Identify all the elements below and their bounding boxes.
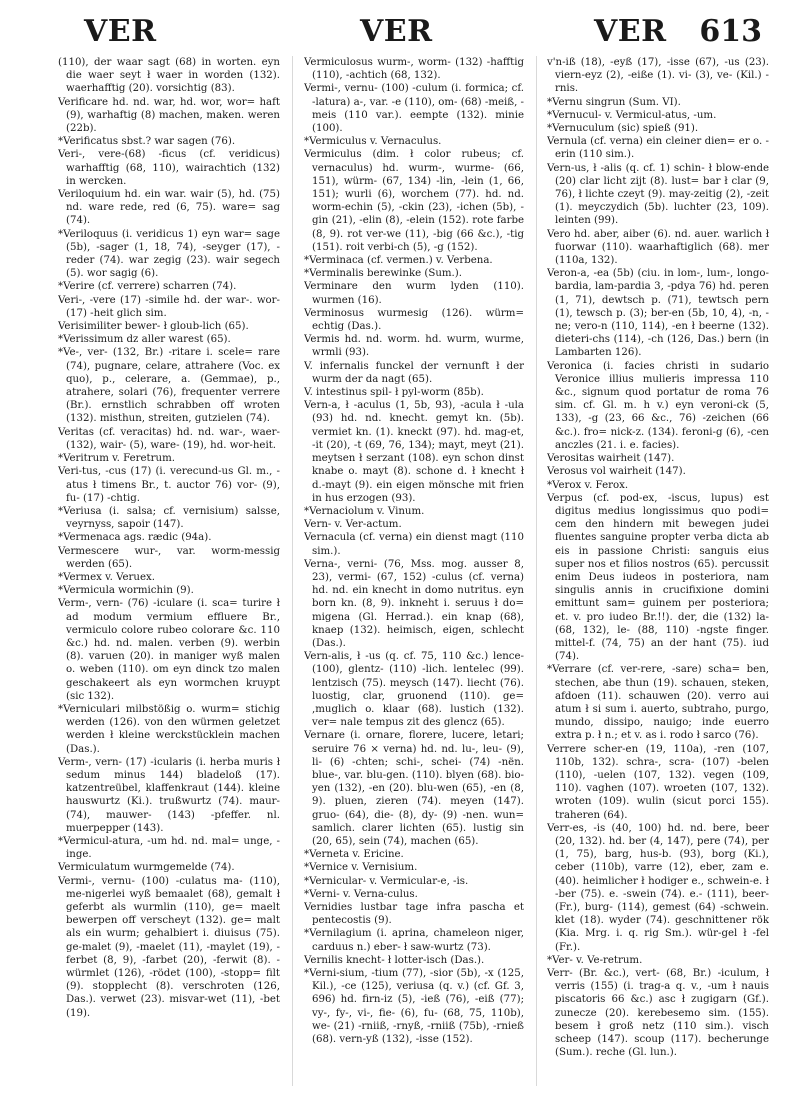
dictionary-entry: *Veriusa (i. salsa; cf. vernisium) salsse, veyrnyss, sapoir (147).	[58, 505, 280, 531]
dictionary-entry: Vern-a, ł -aculus (1, 5b, 93), -acula ł -ula (93) hd. nd. knecht. gemyt kn. (5b). vermiet kn. (1). kneckt (97). hd. mag-et, -it (20), -t (69, 76, 134); mayt, meyt (21). meytsen ł serzant (108). eyn schon dinst knabe o. mayt (8). schone d. ł knecht ł d.-mayt (9). ein eigen mönsche mit frien in hus erzogen (93).	[304, 400, 524, 504]
dictionary-entry: *Vernice v. Vernisium.	[304, 862, 418, 874]
dictionary-entry: *Vernilagium (i. aprina, chameleon niger, carduus n.) eber- ł saw-wurtz (73).	[304, 928, 524, 953]
dictionary-entry: *Vernaciolum v. Vinum.	[304, 505, 425, 517]
dictionary-entry: Veriloquium hd. ein war. wair (5), hd. (75) nd. ware rede, red (6, 75). ware= sag (74).	[58, 189, 280, 227]
dictionary-entry: Verrere scher-en (19, 110a), -ren (107, 110b, 132). schra-, scra- (107) -belen (110), -uelen (107, 132). vegen (109, 110). vaghen (107). wroeten (107, 132). wroten (109). wulin (sicut porci 155). traheren (64).	[547, 743, 769, 821]
dictionary-entry: Verminosus wurmesig (126). würm= echtig (Das.).	[304, 307, 524, 333]
dictionary-entry: Verisimiliter bewer- ł gloub-lich (65).	[58, 321, 249, 333]
dictionary-entry: Verr-es, -is (40, 100) hd. nd. bere, beer (20, 132). hd. ber (4, 147), pere (74), per (1, 75), barg, hus-b. (93), borg (Ki.), ceber (110b), varre (12), eber, zam e. (40). heimlicher ł hodiger e., schwein-e. ł -ber (75). e. -swein (74). e.- (111), beer- (Fr.), burg- (114), gemest (64) -schwein. klet (18). wyder (74). geschnittener rök (Kia. Mrg. i. q. rig Sm.). wür-gel ł -fel (Fr.).	[547, 822, 769, 953]
dictionary-entry: *Verificatus sbst.? war sagen (76).	[58, 136, 236, 148]
dictionary-entry: Vernare (i. ornare, florere, lucere, letari; seruire 76 × verna) hd. nd. lu-, leu- (9), li- (6) -chten; schi-, schei- (74) -nën. blue-, var. blu-gen. (110). blyen (68). bio-yen (132), -en (20). blu-wen (65), -en (8, 9). pluen, zieren (74). meyen (147). gruo- (64), die- (8), dy- (9) -nen. wun= samlich. clarer lichten (65). lustig sin (20, 65), sein (74), machen (65).	[304, 730, 524, 847]
dictionary-entry: Vermis hd. nd. worm. hd. wurm, wurme, wrmli (93).	[304, 334, 524, 359]
dictionary-entry: *Vernicular- v. Vermicular-e, -is.	[304, 875, 469, 887]
dictionary-entry: *Verissimum dz aller warest (65).	[58, 334, 231, 346]
page-header	[66, 14, 762, 49]
dictionary-entry: Veritas (cf. veracitas) hd. nd. war-, waer- (132), wair- (5), ware- (19), hd. wor-heit.	[58, 426, 280, 451]
dictionary-entry: *Verniculari milbstößig o. wurm= stichig werden (126). von den würmen geletzet werden ł kleine werckstücklein machen (Das.).	[58, 703, 280, 755]
dictionary-entry: *Verminalis berewinke (Sum.).	[304, 268, 463, 280]
dictionary-entry: *Verox v. Ferox.	[547, 479, 629, 491]
dictionary-entry: Verm-, vern- (76) -iculare (i. sca= turire ł ad modum vermium effluere Br., vermiculo colore rubeo colorare &c. 110 &c.) hd. nd. malen. verben (9). werbin (8). varuen (20). in maniger wyß malen o. weben (110). om eyn dinck tzo malen geschakeert als eyn wormchen kruypt (sic 132).	[58, 598, 280, 702]
dictionary-entry: *Verire (cf. verrere) scharren (74).	[58, 281, 237, 293]
dictionary-entry: Vermiculus (dim. ł color rubeus; cf. vernaculus) hd. wurm-, wurme- (66, 151), würm- (67, 134) -lin, -lein (1, 66, 151); wurli (6), worchem (77). hd. nd. worm-echin (5), -ckin (23), -ichen (5b), -gin (21), -elin (8), -elein (152). rote farbe (8, 9). rot ver-we (11), -big (66 &c.), -tig (151). roit verbi-ch (5), -g (152).	[304, 149, 524, 253]
dictionary-entry: Verpus (cf. pod-ex, -iscus, lupus) est digitus medius longissimus quo podi= cem den hindern mit bewegen judei fluentes sanguine propter verba dicta ab eis in passione Christi: sanguis eius super nos et filios nostros (65). percussit enim Deus iudeos in posteriora, nam singulis annis in crucifixione domini emittunt sam= guinem per posteriora; et. v. pro iudeo Br.!!). der, die (132) la- (68, 132), le- (88, 110) -ngste finger. mittel-f. (74, 75) an der hant (75). iud (74).	[547, 492, 769, 663]
dictionary-entry: Verosus vol wairheit (147).	[547, 466, 686, 478]
dictionary-entry: Vermi-, vernu- (100) -culum (i. formica; cf. -latura) a-, var. -e (110), om- (68) -meiß, -meis (110 var.). eempte (132). minie (100).	[304, 83, 524, 135]
dictionary-entry: Vernacula (cf. verna) ein dienst magt (110 sim.).	[304, 532, 524, 557]
column-divider	[536, 56, 537, 1086]
dictionary-entry: Vern- v. Ver-actum.	[304, 519, 402, 531]
dictionary-entry: *Veriloquus (i. veridicus 1) eyn war= sage (5b), -sager (1, 18, 74), -seyger (17), -reder (74). war zegig (23). wair segech (5). wor sagig (6).	[58, 228, 280, 280]
dictionary-entry: Veri-tus, -cus (17) (i. verecund-us Gl. m., -atus ł timens Br., t. auctor 76) vor- (9), fu- (17) -chtig.	[58, 466, 280, 504]
dictionary-entry: Verificare hd. nd. war, hd. wor, wor= haft (9), warhaftig (8) machen, maken. weren (22b).	[58, 96, 280, 135]
dictionary-entry: *Vernucul- v. Vermicul-atus, -um.	[547, 109, 717, 121]
dictionary-entry: Vern-us, ł -alis (q. cf. 1) schin- ł blow-ende (20) clar licht zijt (8). lust= bar ł clar (9, 76), ł lichte czeyt (9). may-zeitig (2), -zeit (1). meyczydich (5b). luchter (23, 109). leinten (99).	[547, 162, 769, 227]
dictionary-entry: Verm-, vern- (17) -icularis (i. herba muris ł sedum minus 144) bladeloß (17). katzentreübel, klaffenkraut (144). kleine hauswurtz (Ki.). trußwurtz (74). maur- (74), mauwer- (143) -pfeffer. nl. muerpepper (143).	[58, 756, 280, 834]
running-head-middle: VER	[360, 14, 433, 49]
dictionary-entry: V. infernalis funckel der vernunft ł der wurm der da nagt (65).	[304, 360, 524, 385]
dictionary-entry: Vero hd. aber, aiber (6). nd. auer. warlich ł fuorwar (110). waarhaftiglich (68). mer (110a, 132).	[547, 228, 769, 267]
dictionary-entry: Vermiculosus wurm-, worm- (132) -hafftig (110), -achtich (68, 132).	[304, 57, 524, 82]
dictionary-entry: Veri-, -vere (17) -simile hd. der war-. wor- (17) -heit glich sim.	[58, 294, 280, 319]
dictionary-entry: Vern-alis, ł -us (q. cf. 75, 110 &c.) lence- (100), glentz- (110) -lich. lentelec (99). lentzisch (75). meysch (147). liecht (76). luostig, clar, gruonend (110). ge= ,muglich o. klaar (68). lustich (132). ver= nale tempus zit des glencz (65).	[304, 651, 524, 729]
dictionary-entry: Verna-, verni- (76, Mss. mog. ausser 8, 23), vermi- (67, 152) -culus (cf. verna) hd. nd. ein knecht in domo nutritus. eyn born kn. (8, 9). inkneht i. seruus ł do= migena (Gl. Herrad.). ein knap (68), knaep (132). heimisch, eigen, schlecht (Das.).	[304, 558, 524, 649]
dictionary-entry: *Vernuculum (sic) spieß (91).	[547, 123, 699, 135]
dictionary-entry: v'n-iß (18), -eyß (17), -isse (67), -us (23). viern-eyz (2), -eiße (1). vi- (3), ve- (Kil.) -rnis.	[547, 57, 769, 95]
dictionary-entry: *Ver- v. Ve-retrum.	[547, 954, 643, 966]
dictionary-entry: *Vermicula wormichin (9).	[58, 585, 194, 597]
text-column-left	[58, 56, 280, 1086]
dictionary-entry: *Verminaca (cf. vermen.) v. Verbena.	[304, 255, 493, 267]
dictionary-entry: Veri-, vere-(68) -ficus (cf. veridicus) warhafftig (68, 110), wairachtich (132) in wercken.	[58, 149, 280, 187]
page-number: 613	[699, 14, 762, 49]
dictionary-entry: Veronica (i. facies christi in sudario Veronice illius mulieris impressa 110 &c., signum quod portatur de roma 76 sim. cf. Gl. m. h v.) eyn veroni-ck (5, 133), -g (23, 66 &c., 76) -zeichen (66 &c.). fro= nick-z. (134). feroni-g (6), -cen anczles (21. i. e. facies).	[547, 360, 769, 451]
dictionary-entry: V. intestinus spil- ł pyl-worm (85b).	[304, 387, 484, 399]
dictionary-entry: *Verneta v. Ericine.	[304, 849, 404, 861]
dictionary-entry: *Vermicul-atura, -um hd. nd. mal= unge, -inge.	[58, 835, 280, 861]
text-column-right	[547, 56, 769, 1086]
dictionary-entry: Vernilis knecht- ł lotter-isch (Das.).	[304, 954, 485, 966]
dictionary-entry: *Ve-, ver- (132, Br.) -ritare i. scele= rare (74), pugnare, celare, attrahere (Voc. ex quo), p., celerare, a. (Gemmae), p., atrahere, solari (76), frequenter verrere (Br.). ernstlich schrabben off wroten (132). misthun, streiten, gutzielen (74).	[58, 347, 280, 425]
dictionary-entry: Verr- (Br. &c.), vert- (68, Br.) -iculum, ł verris (155) (i. trag-a q. v., -um ł nauis piscatoris 66 &c.) asc ł zugigarn (Gf.). zunecze (20). kerebesemo sim. (155). besem ł groß netz (110 sim.). visch scheep (147). scoup (117). becherunge (Sum.). reche (Gl. lun.).	[547, 968, 769, 1059]
dictionary-entry: Verositas wairheit (147).	[547, 453, 675, 465]
text-column-middle	[304, 56, 524, 1086]
dictionary-entry: *Vermiculus v. Vernaculus.	[304, 136, 442, 148]
dictionary-entry: Vermescere wur-, var. worm-messig werden (65).	[58, 545, 280, 570]
dictionary-entry: *Verrare (cf. ver-rere, -sare) scha= ben, stechen, abe thun (19). schauen, steken, afdoen (11). schauwen (20). verro aui atum ł si sum i. auerto, subtraho, purgo, mundo, dissipo, nauigo; inde euerro extra p. ł n.; et v. as i. rodo ł sarco (76).	[547, 664, 769, 742]
dictionary-entry: Veron-a, -ea (5b) (ciu. in lom-, lum-, longo-bardia, lam-pardia 3, -pdya 76) hd. peren (1, 71), dewtsch p. (71), tewtsch pern (1), tewsch p. (3); ber-en (5b, 10, 4), -n, -ne; vero-n (110, 114), -en ł beerne (132). dieteri-chs (114), -ch (126, Das.) bern (in Lambarten 126).	[547, 268, 769, 359]
dictionary-entry: Verminare den wurm lyden (110). wurmen (16).	[304, 281, 524, 306]
dictionary-entry: *Veritrum v. Feretrum.	[58, 453, 175, 465]
dictionary-entry: *Verni- v. Verna-culus.	[304, 888, 418, 900]
dictionary-entry: *Verni-sium, -tium (77), -sior (5b), -x (125, Kil.), -ce (125), veriusa (q. v.) (cf. Gf. 3, 696) hd. firn-iz (5), -ieß (76), -eiß (77); vy-, fy-, vi-, fie- (6), fu- (68, 75, 110b), we- (21) -rniiß, -rnyß, -rniiß (75b), -rnieß (68). vern-yß (132), -isse (152).	[304, 968, 524, 1046]
dictionary-entry: *Vermex v. Veruex.	[58, 571, 156, 583]
running-head-right: VER	[594, 14, 667, 49]
dictionary-entry: Vernidies lustbar tage infra pascha et pentecostis (9).	[304, 902, 524, 927]
dictionary-entry: *Vernu singrun (Sum. VI).	[547, 96, 681, 108]
running-head-left: VER	[84, 14, 157, 49]
dictionary-entry: Vernula (cf. verna) ein cleiner dien= er o. -erin (110 sim.).	[547, 136, 769, 161]
dictionary-entry: Vermiculatum wurmgemelde (74).	[58, 862, 235, 874]
dictionary-entry: *Vermenaca ags. rædic (94a).	[58, 532, 212, 544]
dictionary-entry: Vermi-, vernu- (100) -culatus ma- (110), me-nigerlei wyß bemaalet (68), gemalt ł geferbt als wurmlin (110), ge= maelt bewerpen off verscheyt (132). ge= malt als ein wurm; gehalbiert i. diuisus (75). ge-malet (9), -maelet (11), -maylet (19), -ferbet (8, 9), -farbet (20), -ferwit (8). -würmlet (126), -rödet (100), -stopp= filt (9). stopplecht (8). verschroten (126, Das.). verwet (23). misvar-wet (11), -bet (19).	[58, 875, 280, 1019]
dictionary-entry: (110), der waar sagt (68) in worten. eyn die waer seyt ł waer in worden (132). waerhafftig (20). vorsichtig (83).	[58, 57, 280, 95]
column-divider	[292, 56, 293, 1086]
